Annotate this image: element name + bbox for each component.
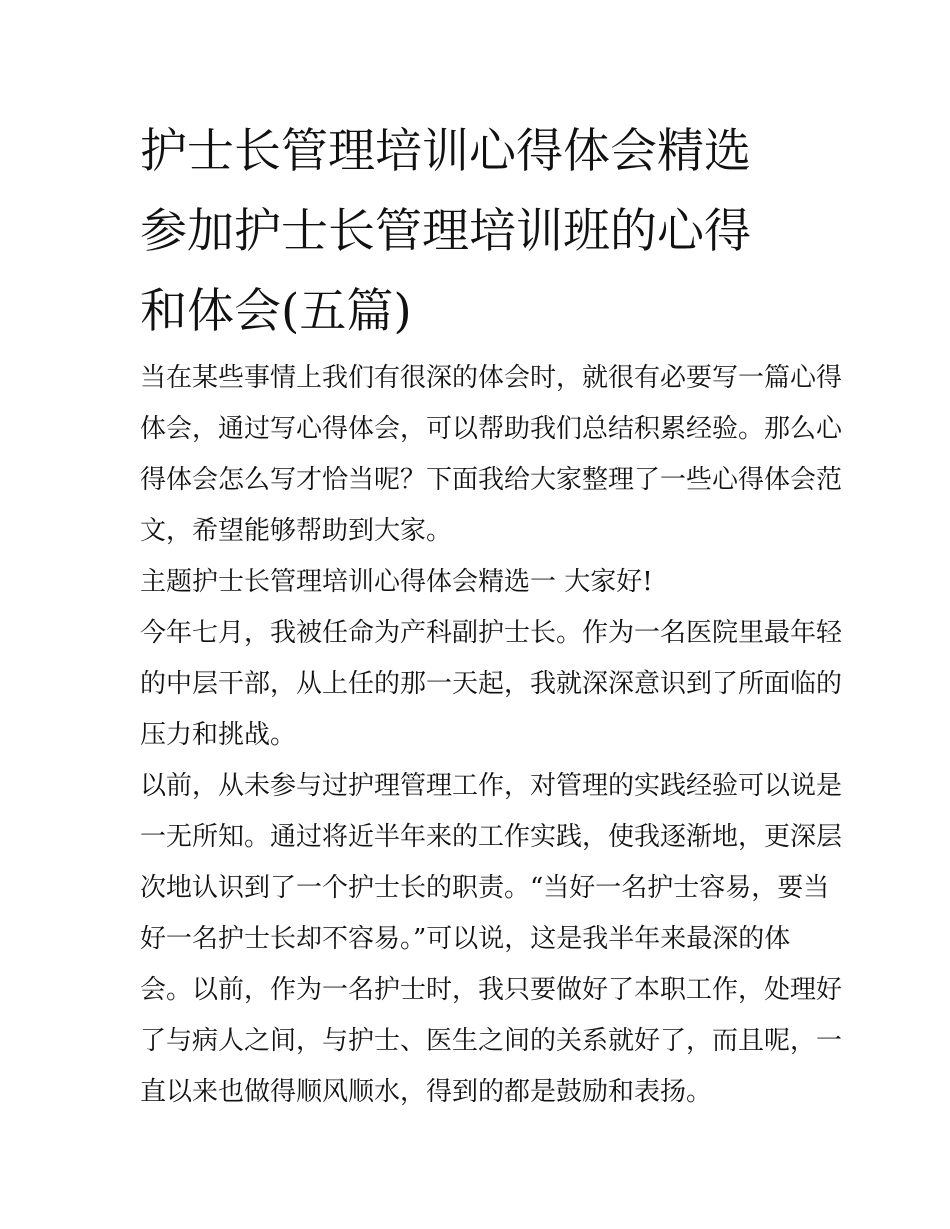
body-line: 体会，通过写心得体会，可以帮助我们总结积累经验。那么心 [140,414,843,444]
body-line: 一无所知。通过将近半年来的工作实践，使我逐渐地，更深层 [140,822,843,852]
body-line: 好一名护士长却不容易。”可以说，这是我半年来最深的体 [140,924,791,954]
title-line: 护士长管理培训心得体会精选 [140,124,751,179]
body-line: 次地认识到了一个护士长的职责。“当好一名护士容易，要当 [140,873,830,903]
body-line: 主题护士长管理培训心得体会精选一 大家好! [140,567,653,597]
body-line: 会。以前，作为一名护士时，我只要做好了本职工作，处理好 [140,975,843,1005]
body-line: 了与病人之间，与护士、医生之间的关系就好了，而且呢，一 [140,1026,843,1056]
body-line: 当在某些事情上我们有很深的体会时，就很有必要写一篇心得 [140,363,843,393]
body-line: 压力和挑战。 [140,720,297,750]
document-body [140,353,843,1118]
document-title [140,112,820,352]
body-line: 直以来也做得顺风顺水，得到的都是鼓励和表扬。 [140,1077,713,1107]
body-line: 以前，从未参与过护理管理工作，对管理的实践经验可以说是 [140,771,843,801]
body-line: 文，希望能够帮助到大家。 [140,516,453,546]
body-line: 今年七月，我被任命为产科副护士长。作为一名医院里最年轻 [140,618,843,648]
title-line: 参加护士长管理培训班的心得 [140,204,751,259]
body-line: 得体会怎么写才恰当呢？下面我给大家整理了一些心得体会范 [140,465,843,495]
title-line: 和体会(五篇) [140,284,412,339]
body-line: 的中层干部，从上任的那一天起，我就深深意识到了所面临的 [140,669,843,699]
